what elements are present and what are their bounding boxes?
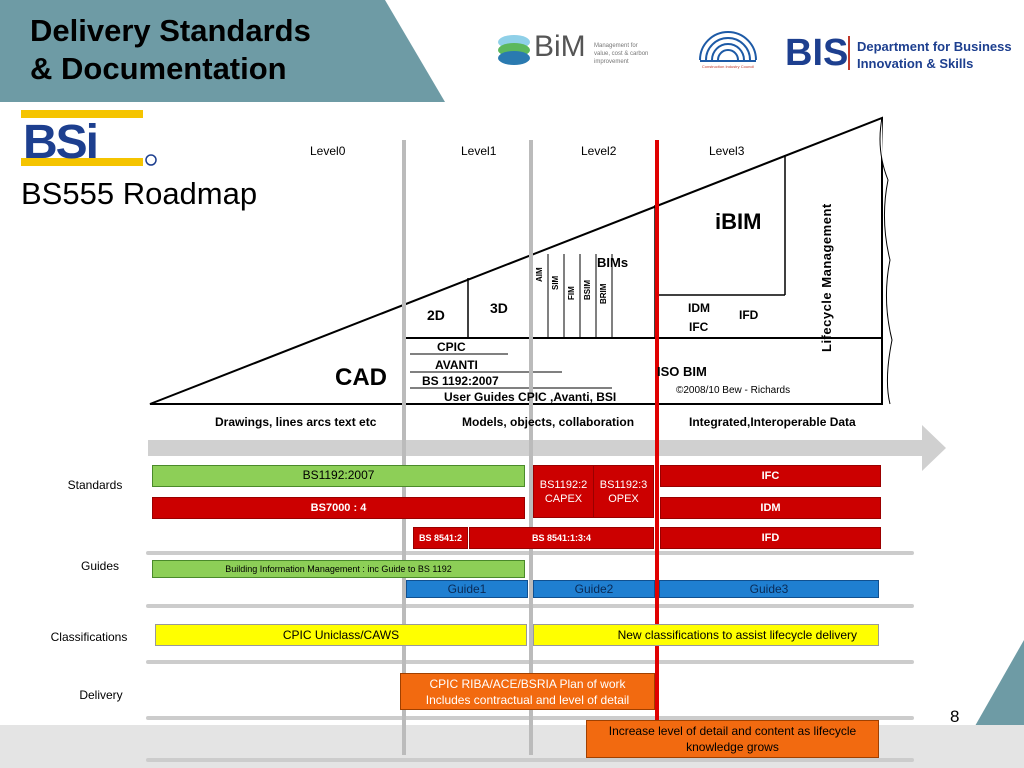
bar-bs1192-2-capex: BS1192:2 CAPEX	[533, 465, 594, 518]
page-number: 8	[950, 707, 960, 726]
models-label: Models, objects, collaboration	[462, 415, 635, 429]
level-2-label: Level2	[581, 144, 617, 158]
level-1-label: Level1	[461, 144, 497, 158]
integrated-label: Integrated,Interoperable Data	[689, 415, 856, 429]
bar-guide2: Guide2	[533, 580, 655, 598]
bims-label: BIMs	[597, 255, 629, 270]
bar-guide1: Guide1	[406, 580, 528, 598]
cpic-label: CPIC	[437, 340, 466, 354]
bar-bs1192-3-opex: BS1192:3 OPEX	[593, 465, 654, 518]
row-classifications: Classifications	[50, 630, 128, 644]
user-guides-label: User Guides CPIC ,Avanti, BSI	[444, 390, 617, 404]
bis-logo-text: BIS	[785, 32, 849, 74]
bar-ifd: IFD	[660, 527, 881, 549]
bar-ifc: IFC	[660, 465, 881, 487]
bim-tagline-3: improvement	[594, 59, 629, 65]
iso-bim-label: ISO BIM	[657, 364, 707, 379]
ibim-label: iBIM	[715, 209, 762, 234]
title-line-1: Delivery Standards	[30, 13, 311, 48]
bim-logo-text: BiM	[534, 30, 586, 63]
row-guides: Guides	[80, 559, 120, 573]
avanti-label: AVANTI	[435, 358, 478, 372]
copyright-label: ©2008/10 Bew - Richards	[676, 385, 791, 396]
brim-label: BRIM	[599, 283, 608, 304]
2d-label: 2D	[427, 307, 445, 323]
ifd-tri-label: IFD	[739, 308, 759, 322]
bsim-label: BSIM	[583, 280, 592, 300]
fim-label: FIM	[567, 286, 576, 300]
bar-bs8541-2: BS 8541:2	[413, 527, 468, 549]
bar-bs8541-134: BS 8541:1:3:4	[469, 527, 654, 549]
svg-text:BSi: BSi	[23, 116, 98, 169]
bs1192-label: BS 1192:2007	[422, 374, 499, 388]
lifecycle-label: Lifecycle Management	[819, 203, 834, 352]
level-0-label: Level0	[310, 144, 346, 158]
aim-label: AIM	[535, 267, 544, 282]
3d-label: 3D	[490, 300, 508, 316]
row-standards: Standards	[67, 478, 123, 492]
bis-line-2: Innovation & Skills	[857, 56, 974, 71]
ifc-tri-label: IFC	[689, 320, 709, 334]
row-delivery: Delivery	[79, 688, 123, 702]
idm-tri-label: IDM	[688, 301, 710, 315]
bar-guide3: Guide3	[659, 580, 879, 598]
bar-cpic-riba: CPIC RIBA/ACE/BSRIA Plan of work Includes contractual and level of detail	[400, 673, 655, 710]
subtitle: BS555 Roadmap	[21, 176, 258, 211]
bim-tagline-2: value, cost & carbon	[594, 51, 649, 57]
sim-label: SIM	[551, 275, 560, 290]
bar-idm: IDM	[660, 497, 881, 519]
cad-label: CAD	[335, 364, 387, 391]
level-3-label: Level3	[709, 144, 745, 158]
bar-new-classifications: New classifications to assist lifecycle delivery	[533, 624, 879, 646]
title-line-2: & Documentation	[30, 51, 287, 86]
cic-caption: Construction Industry Council	[701, 64, 755, 69]
drawings-label: Drawings, lines arcs text etc	[215, 415, 377, 429]
bar-bim-guide: Building Information Management : inc Guide to BS 1192	[152, 560, 525, 578]
bim-tagline-1: Management for	[594, 43, 638, 49]
bar-bs7000: BS7000 : 4	[152, 497, 525, 519]
bar-bs1192-2007: BS1192:2007	[152, 465, 525, 487]
bis-line-1: Department for Business	[857, 39, 1012, 54]
bar-cpic-uniclass: CPIC Uniclass/CAWS	[155, 624, 527, 646]
bar-increase-detail: Increase level of detail and content as lifecycle knowledge grows	[586, 720, 879, 758]
